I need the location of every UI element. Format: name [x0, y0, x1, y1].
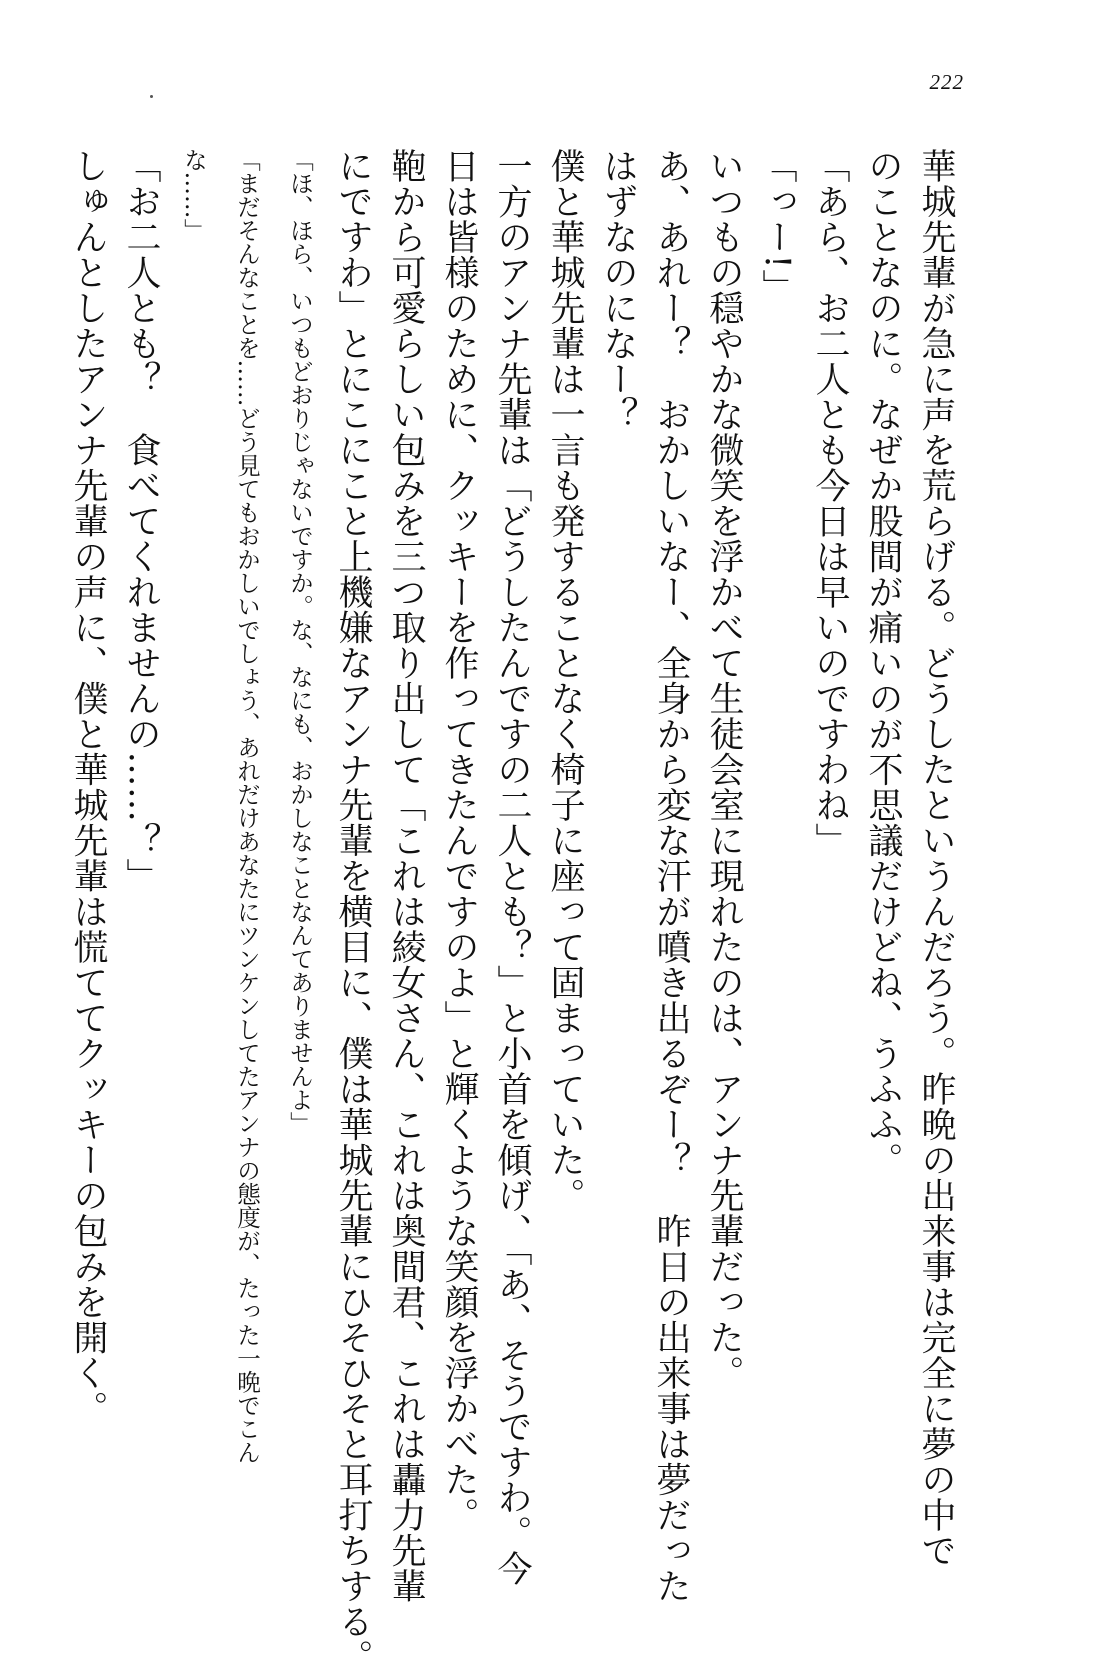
text-line: 一方のアンナ先輩は「どうしたんですの二人とも？」と小首を傾げ、「あ、そうですわ。今: [492, 148, 532, 1586]
text-line: 僕と華城先輩は一言も発することなく椅子に座って固まっていた。: [545, 148, 585, 1213]
text-line: 鞄から可愛らしい包みを三つ取り出して「これは綾女さん、これは奥間君、これは轟力先輩: [386, 148, 426, 1604]
text-line: 「お二人とも？ 食べてくれませんの……？」: [121, 148, 161, 894]
page-number: 222: [929, 70, 964, 94]
speck-mark: [150, 95, 153, 98]
text-line-small: 「まだそんなことを……どう見てもおかしいでしょう、あれだけあなたにツンケンしてたアンナの態度が、たった一晩でこん: [233, 148, 261, 1464]
text-line: 「っー!」: [757, 148, 797, 305]
text-line: にですわ」とにこにこと上機嫌なアンナ先輩を横目に、僕は華城先輩にひそひそと耳打ちする。: [333, 148, 373, 1675]
text-line: いつもの穏やかな微笑を浮かべて生徒会室に現れたのは、アンナ先輩だった。: [704, 148, 744, 1391]
text-line: はずなのになー？: [598, 148, 638, 432]
text-line: 華城先輩が急に声を荒らげる。どうしたというんだろう。昨晩の出来事は完全に夢の中で: [916, 148, 956, 1568]
text-line: あ、あれー？ おかしいなー、全身から変な汗が噴き出るぞー？ 昨日の出来事は夢だった: [651, 148, 691, 1604]
text-line-small: 「ほ、ほら、いつもどおりじゃないですか。な、なにも、おかしなことなんてありませんよ」: [286, 148, 314, 1135]
text-line: のことなのに。なぜか股間が痛いのが不思議だけどね、うふふ。: [863, 148, 903, 1178]
text-line-small: な……」: [180, 148, 208, 242]
vertical-text-block: [68, 148, 962, 1675]
text-line: 日は皆様のために、クッキーを作ってきたんですのよ」と輝くような笑顔を浮かべた。: [439, 148, 479, 1533]
text-line: 「あら、お二人とも今日は早いのですわね」: [810, 148, 850, 858]
text-line: しゅんとしたアンナ先輩の声に、僕と華城先輩は慌ててクッキーの包みを開く。: [68, 148, 108, 1426]
